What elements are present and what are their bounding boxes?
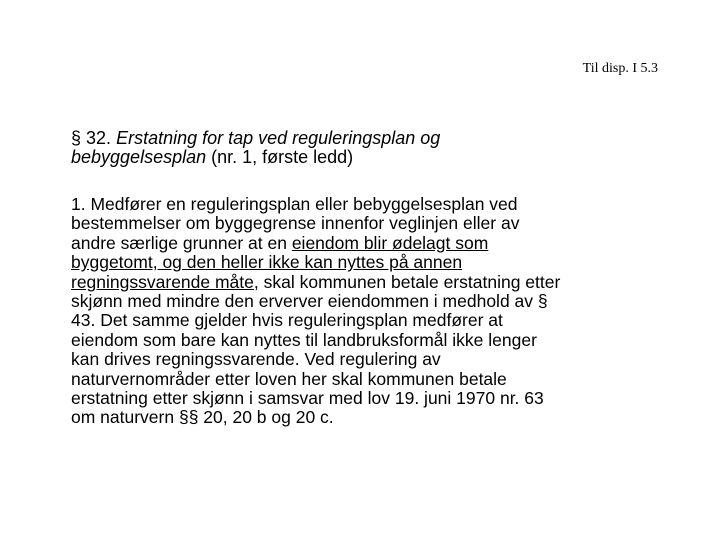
underlined-text: byggetomt, og den heller ikke kan nyttes på annen (71, 252, 463, 273)
body-line (71, 273, 691, 292)
underlined-text: regningssvarende måte (71, 271, 254, 292)
body-line: 1. Medfører en reguleringsplan eller bebyggelsesplan ved (71, 194, 518, 214)
body-line: bestemmelser om byggegrense innenfor veglinjen eller av (71, 213, 520, 234)
section-body (71, 195, 691, 428)
body-line: kan drives regningssvarende. Ved regulering av (71, 349, 441, 370)
document-reference: Til disp. I 5.3 (582, 61, 658, 76)
body-line (71, 253, 691, 272)
body-line: eiendom som bare kan nyttes til landbruksformål ikke lenger (71, 329, 537, 350)
body-line (71, 234, 691, 253)
body-line: om naturvern §§ 20, 20 b og 20 c. (71, 407, 334, 428)
section-number: § 32. (71, 128, 112, 148)
underlined-text: eiendom blir ødelagt som (291, 232, 489, 253)
body-line: naturvernområder etter loven her skal kommunen betale (71, 368, 507, 389)
section-note: (nr. 1, første ledd) (211, 147, 354, 167)
section-heading (71, 129, 671, 167)
body-line: erstatning etter skjønn i samsvar med lov 19. juni 1970 nr. 63 (71, 388, 544, 409)
body-text: , skal kommunen betale erstatning etter (253, 271, 561, 292)
body-text: andre særlige grunner at en (71, 232, 292, 253)
body-line: 43. Det samme gjelder hvis reguleringsplan medfører at (71, 310, 503, 331)
section-title-line2: bebyggelsesplan (71, 147, 207, 167)
section-title-line1: Erstatning for tap ved reguleringsplan og (116, 128, 441, 148)
body-line: skjønn med mindre den erverver eiendommen i medhold av § (71, 291, 548, 312)
